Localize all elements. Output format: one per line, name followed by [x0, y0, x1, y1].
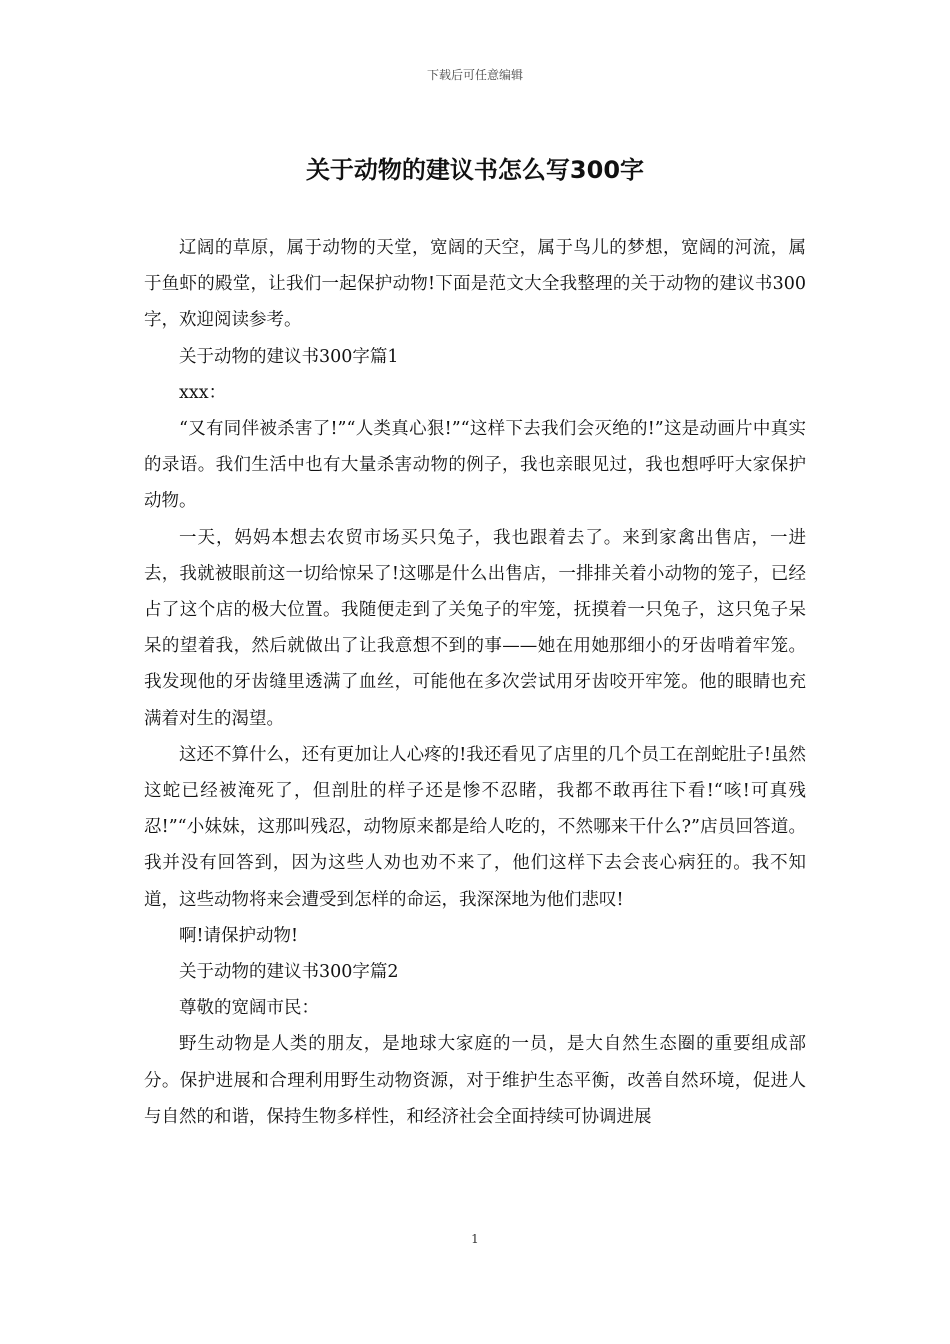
document-title: 关于动物的建议书怎么写300字	[305, 156, 645, 184]
body-paragraph: 这还不算什么，还有更加让人心疼的!我还看见了店里的几个员工在剖蛇肚子!虽然这蛇已经被淹死了，但剖肚的样子还是惨不忍睹，我都不敢再往下看!“咳!可真残忍!”“小妹妹，这那叫残忍，动物原来都是给人吃的，不然哪来干什么?”店员回答道。我并没有回答到，因为这些人劝也劝不来了，他们这样下去会丧心病狂的。我不知道，这些动物将来会遭受到怎样的命运，我深深地为他们悲叹!	[144, 744, 806, 910]
body-paragraph: 野生动物是人类的朋友，是地球大家庭的一员，是大自然生态圈的重要组成部分。保护进展和合理利用野生动物资源，对于维护生态平衡，改善自然环境，促进人与自然的和谐，保持生物多样性，和经济社会全面持续可协调进展	[144, 1034, 806, 1127]
section-heading-1: 关于动物的建议书300字篇1	[179, 346, 399, 367]
section-heading-2: 关于动物的建议书300字篇2	[179, 962, 399, 983]
document-body	[144, 230, 806, 1135]
salutation-1: xxx：	[179, 382, 227, 403]
header-note: 下载后可任意编辑	[426, 68, 523, 82]
body-paragraph: 一天，妈妈本想去农贸市场买只兔子，我也跟着去了。来到家禽出售店，一进去，我就被眼前这一切给惊呆了!这哪是什么出售店，一排排关着小动物的笼子，已经占了这个店的极大位置。我随便走到了关兔子的牢笼，抚摸着一只兔子，这只兔子呆呆的望着我，然后就做出了让我意想不到的事——她在用她那细小的牙齿啃着牢笼。我发现他的牙齿缝里透满了血丝，可能他在多次尝试用牙齿咬开牢笼。他的眼睛也充满着对生的渴望。	[144, 527, 806, 729]
salutation-2: 尊敬的宽阔市民：	[179, 998, 319, 1019]
intro-paragraph: 辽阔的草原，属于动物的天堂，宽阔的天空，属于鸟儿的梦想，宽阔的河流，属于鱼虾的殿堂，让我们一起保护动物!下面是范文大全我整理的关于动物的建议书300字，欢迎阅读参考。	[144, 238, 806, 331]
page-number: 1	[471, 1232, 479, 1246]
body-paragraph: “又有同伴被杀害了!”“人类真心狠!”“这样下去我们会灭绝的!”这是动画片中真实的录语。我们生活中也有大量杀害动物的例子，我也亲眼见过，我也想呼吁大家保护动物。	[144, 419, 806, 512]
closing-line-1: 啊!请保护动物!	[179, 925, 299, 946]
